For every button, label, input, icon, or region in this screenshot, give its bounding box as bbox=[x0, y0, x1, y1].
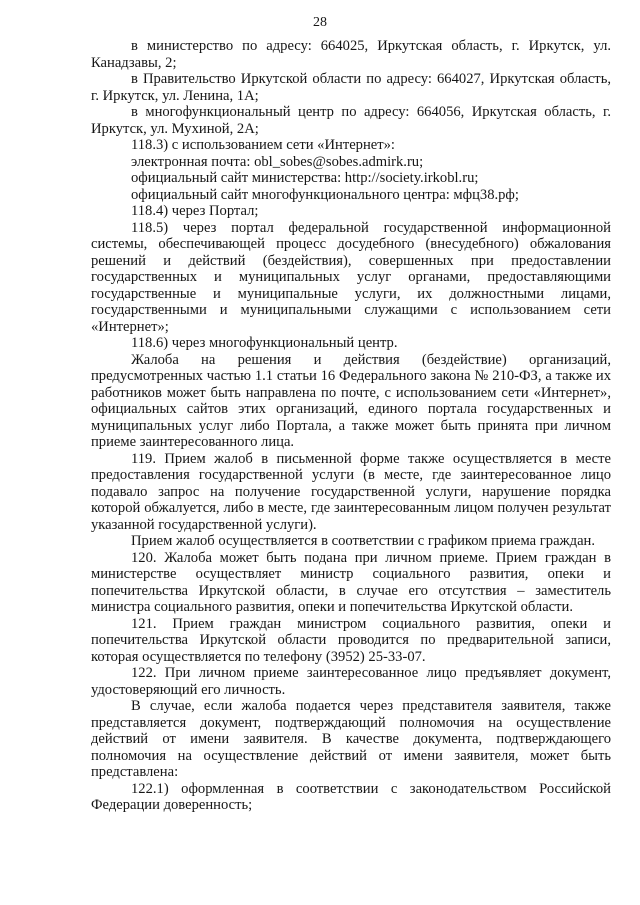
document-body bbox=[91, 38, 611, 814]
paragraph-schedule: Прием жалоб осуществляется в соответствии с графиком приема граждан. bbox=[131, 533, 595, 549]
paragraph-ministry-address: в министерство по адресу: 664025, Иркутская область, г. Иркутск, ул. Канадзавы, 2; bbox=[91, 38, 611, 71]
paragraph-119: 119. Прием жалоб в письменной форме также осуществляется в месте предоставления государственной услуги (в месте, где заинтересованное лицо подавало запрос на получение государственной услуги, нарушение порядка которой обжалуется, либо в месте, где заинтересованным лицом получен результат указанной государственной услуги). bbox=[91, 450, 611, 533]
paragraph-email: электронная почта: obl_sobes@sobes.admirk.ru; bbox=[131, 153, 424, 170]
paragraph-121: 121. Прием граждан министром социального развития, опеки и попечительства Иркутской области проводится по предварительной записи, которая осуществляется по телефону (3952) 25-33-07. bbox=[91, 615, 611, 665]
paragraph-122-1: 122.1) оформленная в соответствии с законодательством Российской Федерации доверенность; bbox=[91, 780, 611, 813]
paragraph-120: 120. Жалоба может быть подана при личном приеме. Прием граждан в министерстве осуществляет министр социального развития, опеки и попечительства Иркутской области, в случае его отсутствия – заместитель министра социального развития, опеки и попечительства Иркутской области. bbox=[91, 549, 611, 615]
paragraph-mfc-address: в многофункциональный центр по адресу: 664056, Иркутская область, г. Иркутск, ул. Мухиной, 2А; bbox=[91, 104, 611, 137]
paragraph-118-5: 118.5) через портал федеральной государственной информационной системы, обеспечивающей процесс досудебного (внесудебного) обжалования решений и действий (бездействия), совершенных при предоставлении государственных и муниципальных услуг органами, предоставляющими государственные и муниципальные услуги, их должностными лицами, государственными и муниципальными служащими с использованием сети «Интернет»; bbox=[91, 219, 611, 335]
paragraph-118-6: 118.6) через многофункциональный центр. bbox=[131, 335, 398, 351]
paragraph-122: 122. При личном приеме заинтересованное лицо предъявляет документ, удостоверяющий его личность. bbox=[91, 665, 611, 698]
paragraph-118-3: 118.3) с использованием сети «Интернет»: bbox=[131, 137, 395, 153]
paragraph-representative: В случае, если жалоба подается через представителя заявителя, также представляется документ, подтверждающий полномочия на осуществление действий от имени заявителя. В качестве документа, подтверждающего полномочия на осуществление действий от имени заявителя, может быть представлена: bbox=[91, 698, 611, 780]
page-number: 28 bbox=[313, 15, 327, 30]
paragraph-118-4: 118.4) через Портал; bbox=[131, 203, 259, 219]
paragraph-government-address: в Правительство Иркутской области по адресу: 664027, Иркутская область, г. Иркутск, ул. Ленина, 1А; bbox=[91, 71, 611, 104]
paragraph-mfc-site: официальный сайт многофункционального центра: мфц38.рф; bbox=[131, 186, 519, 203]
paragraph-complaint-organizations: Жалоба на решения и действия (бездействие) организаций, предусмотренных частью 1.1 статьи 16 Федерального закона № 210-ФЗ, а также их работников может быть направлена по почте, с использованием сети «Интернет», официальных сайтов этих организаций, единого портала государственных и муниципальных услуг либо Портала, а также может быть принята при личном приеме заинтересованного лица. bbox=[91, 351, 611, 450]
paragraph-ministry-site: официальный сайт министерства: http://society.irkobl.ru; bbox=[131, 170, 479, 186]
